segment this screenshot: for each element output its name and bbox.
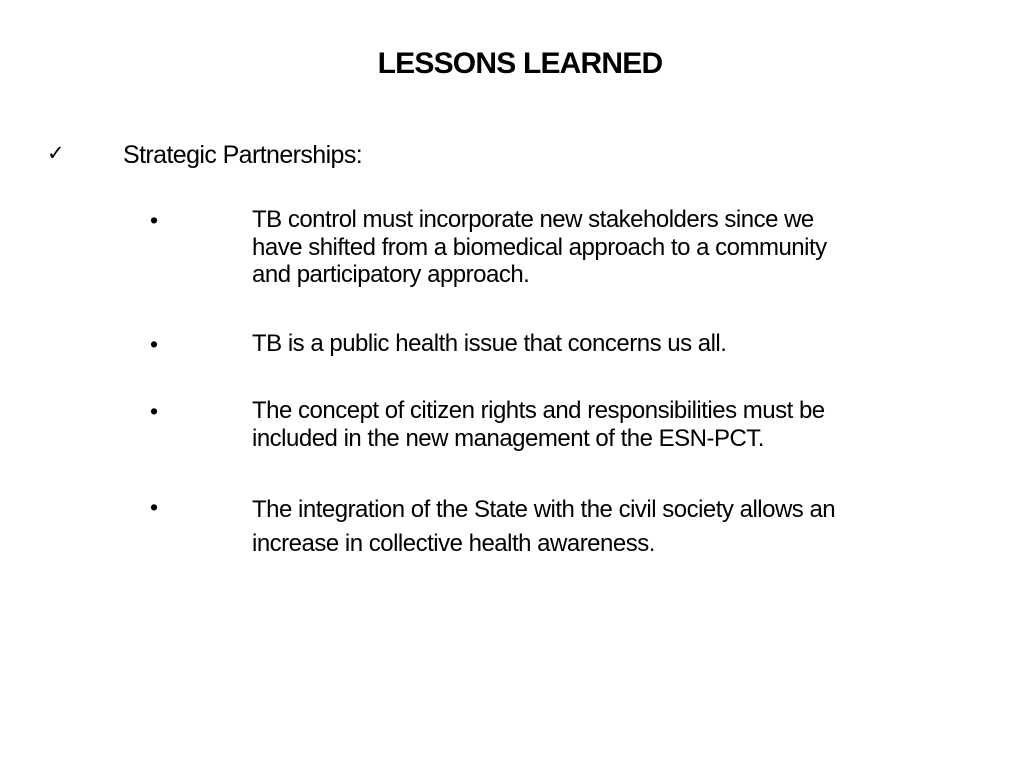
bullet-text: The concept of citizen rights and responsibilities must be included in the new management of the ESN-PCT. — [252, 397, 825, 452]
bullet-icon: • — [150, 494, 159, 520]
bullet-icon: • — [150, 331, 159, 357]
bullet-text: TB control must incorporate new stakeholders since we have shifted from a biomedical approach to a community and participatory approach. — [252, 206, 827, 288]
slide-title: LESSONS LEARNED — [377, 47, 663, 80]
check-item-strategic-partnerships — [0, 138, 1024, 172]
bullet-icon: • — [150, 207, 159, 233]
bullet-text: TB is a public health issue that concerns us all. — [252, 330, 727, 357]
bullet-text: The integration of the State with the civil society allows an increase in collective health awareness. — [252, 496, 836, 557]
check-icon: ✓ — [47, 141, 65, 165]
check-item-label: Strategic Partnerships: — [123, 141, 363, 169]
bullet-icon: • — [150, 398, 159, 424]
